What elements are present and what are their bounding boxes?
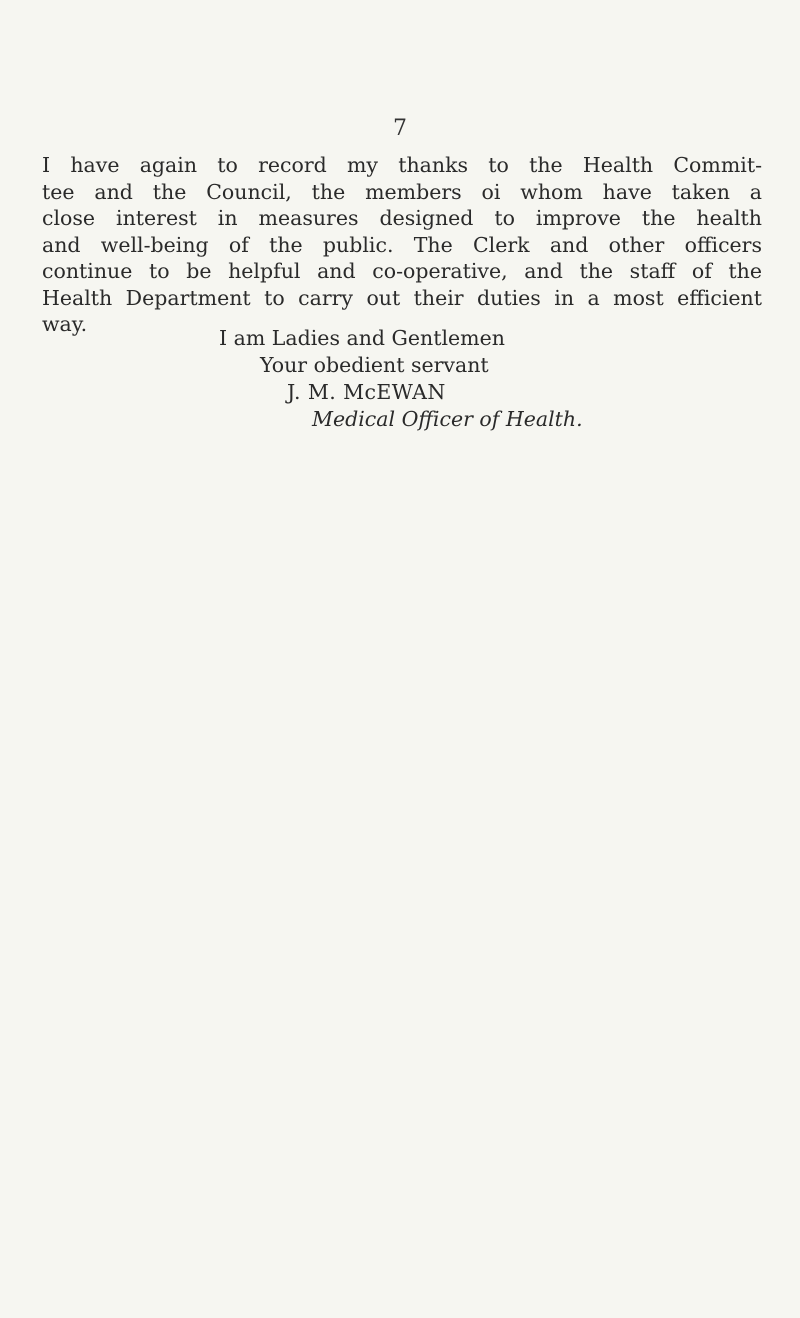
page-number: 7 bbox=[393, 116, 407, 141]
signatory-title: Medical Officer of Health. bbox=[312, 407, 583, 431]
body-line: continue to be helpful and co-operative, and the staff of the bbox=[42, 259, 762, 283]
valediction: Your obedient servant bbox=[260, 353, 489, 377]
body-paragraph bbox=[42, 152, 762, 338]
body-line: tee and the Council, the members oi whom have taken a bbox=[42, 179, 762, 204]
body-line: Health Department to carry out their duties in a most efficient bbox=[42, 285, 762, 310]
signatory-name: J. M. McEWAN bbox=[287, 380, 446, 404]
body-line: way. bbox=[42, 312, 88, 336]
salutation: I am Ladies and Gentlemen bbox=[219, 326, 505, 350]
body-line: and well-being of the public. The Clerk and other officers bbox=[42, 232, 762, 257]
body-line: I have again to record my thanks to the Health Commit- bbox=[42, 153, 762, 177]
body-line: close interest in measures designed to improve the health bbox=[42, 206, 762, 230]
